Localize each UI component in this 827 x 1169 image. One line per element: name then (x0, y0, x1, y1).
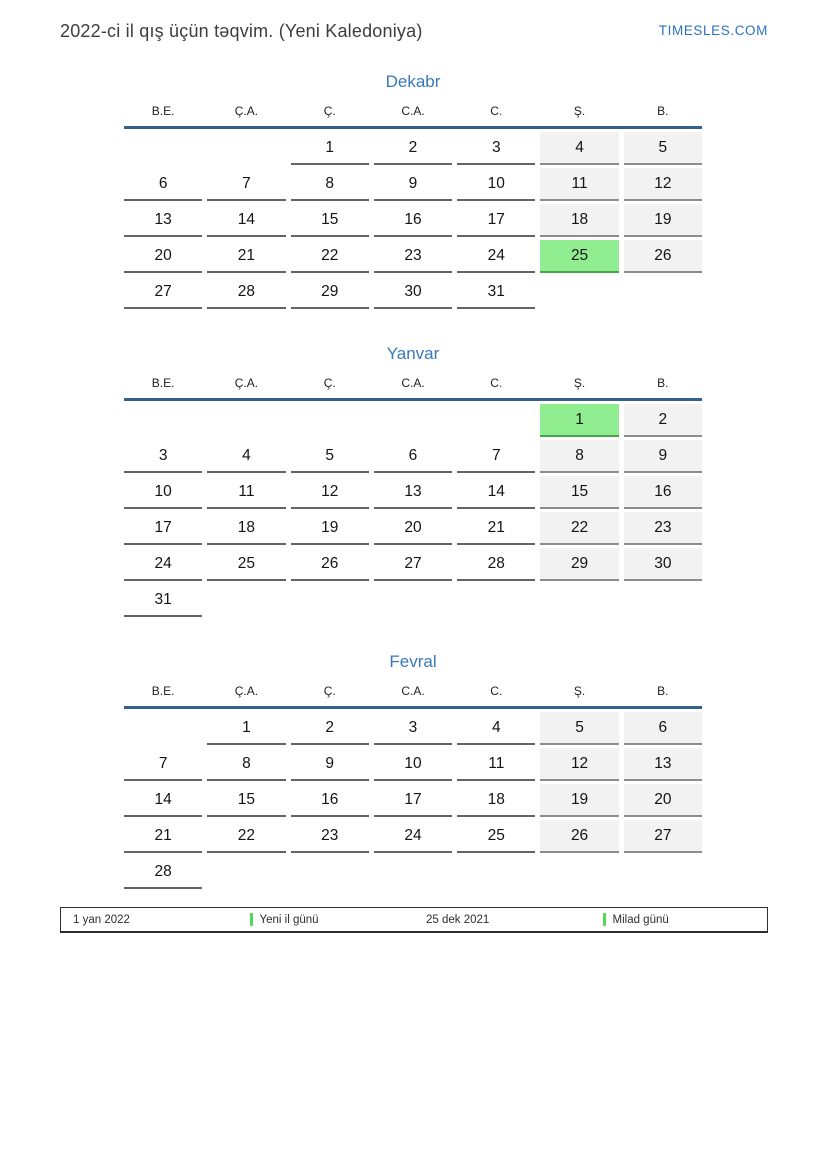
week-row (124, 204, 702, 237)
day-cell: 2 (624, 404, 702, 437)
weekday-header: C. (490, 376, 503, 390)
week-row (124, 476, 702, 509)
day-cell: 4 (207, 440, 285, 473)
week-row (124, 276, 702, 309)
month-dekabr (124, 70, 702, 309)
legend-entry (591, 913, 768, 926)
week-row (124, 712, 702, 745)
day-cell: 16 (291, 784, 369, 817)
header-rule (124, 706, 702, 709)
month-title: Yanvar (386, 344, 440, 363)
day-cell: 16 (374, 204, 452, 237)
empty-cell (374, 584, 452, 615)
day-cell: 5 (291, 440, 369, 473)
day-cell: 10 (124, 476, 202, 509)
day-cell: 31 (457, 276, 535, 309)
weekday-header-row (124, 375, 702, 398)
empty-cell (374, 404, 452, 435)
day-cell: 23 (374, 240, 452, 273)
weekday-header: C.A. (401, 684, 425, 698)
day-cell: 22 (540, 512, 618, 545)
weekday-header: Ç.A. (234, 104, 259, 118)
day-cell: 9 (374, 168, 452, 201)
months-container (124, 70, 702, 889)
week-row (124, 404, 702, 437)
day-cell: 18 (457, 784, 535, 817)
day-cell: 8 (291, 168, 369, 201)
empty-cell (457, 404, 535, 435)
weekday-header: B.E. (151, 376, 175, 390)
page-header (0, 0, 827, 43)
empty-cell (124, 712, 202, 743)
day-cell: 14 (124, 784, 202, 817)
weekday-header-row (124, 103, 702, 126)
empty-cell (207, 584, 285, 615)
weekday-header: Ç.A. (234, 376, 259, 390)
legend-label: Milad günü (612, 913, 669, 926)
day-cell: 30 (624, 548, 702, 581)
day-cell: 22 (207, 820, 285, 853)
day-cell: 21 (457, 512, 535, 545)
weekday-header: B. (657, 376, 669, 390)
weekday-header: C. (490, 684, 503, 698)
empty-cell (124, 132, 202, 163)
day-cell: 6 (624, 712, 702, 745)
day-cell: 12 (540, 748, 618, 781)
day-cell: 7 (457, 440, 535, 473)
month-fevral (124, 650, 702, 889)
day-cell: 17 (124, 512, 202, 545)
empty-cell (291, 584, 369, 615)
day-cell: 29 (540, 548, 618, 581)
week-row (124, 584, 702, 617)
day-cell: 13 (624, 748, 702, 781)
day-cell: 10 (374, 748, 452, 781)
day-cell: 21 (124, 820, 202, 853)
day-cell: 6 (374, 440, 452, 473)
day-cell: 19 (624, 204, 702, 237)
day-cell: 9 (291, 748, 369, 781)
day-cell: 7 (124, 748, 202, 781)
empty-cell (374, 856, 452, 887)
empty-cell (457, 856, 535, 887)
weekday-header: C. (490, 104, 503, 118)
day-cell: 15 (540, 476, 618, 509)
week-row (124, 240, 702, 273)
day-cell: 25 (540, 240, 618, 273)
day-cell: 1 (291, 132, 369, 165)
day-cell: 22 (291, 240, 369, 273)
day-cell: 26 (291, 548, 369, 581)
day-cell: 28 (124, 856, 202, 889)
month-title: Dekabr (385, 72, 441, 91)
week-row (124, 820, 702, 853)
day-cell: 10 (457, 168, 535, 201)
weekday-header: Ç. (323, 104, 336, 118)
day-cell: 28 (207, 276, 285, 309)
weekday-header: B. (657, 684, 669, 698)
day-cell: 14 (207, 204, 285, 237)
empty-cell (207, 856, 285, 887)
weekday-header: Ş. (573, 684, 586, 698)
day-cell: 25 (207, 548, 285, 581)
day-cell: 2 (374, 132, 452, 165)
empty-cell (624, 856, 702, 887)
day-cell: 5 (540, 712, 618, 745)
empty-cell (207, 404, 285, 435)
day-cell: 17 (374, 784, 452, 817)
day-cell: 17 (457, 204, 535, 237)
day-cell: 1 (540, 404, 618, 437)
day-cell: 11 (207, 476, 285, 509)
day-cell: 12 (624, 168, 702, 201)
day-cell: 19 (540, 784, 618, 817)
day-cell: 8 (207, 748, 285, 781)
weekday-header: B. (657, 104, 669, 118)
day-cell: 5 (624, 132, 702, 165)
day-cell: 16 (624, 476, 702, 509)
weekday-header: Ş. (573, 104, 586, 118)
day-cell: 13 (374, 476, 452, 509)
weekday-header: Ç. (323, 684, 336, 698)
weekday-header: B.E. (151, 104, 175, 118)
day-cell: 21 (207, 240, 285, 273)
legend-marker-icon (250, 913, 253, 926)
week-row (124, 132, 702, 165)
header-rule (124, 398, 702, 401)
day-cell: 27 (374, 548, 452, 581)
day-cell: 2 (291, 712, 369, 745)
weekday-header-row (124, 683, 702, 706)
day-cell: 3 (457, 132, 535, 165)
day-cell: 13 (124, 204, 202, 237)
empty-cell (540, 276, 618, 307)
month-yanvar (124, 342, 702, 617)
day-cell: 4 (457, 712, 535, 745)
day-cell: 3 (374, 712, 452, 745)
day-cell: 6 (124, 168, 202, 201)
day-cell: 26 (624, 240, 702, 273)
brand-link[interactable]: TIMESLES.COM (658, 23, 768, 38)
legend-label: Yeni il günü (259, 913, 319, 926)
legend-date: 25 dek 2021 (426, 913, 490, 926)
day-cell: 20 (124, 240, 202, 273)
week-row (124, 512, 702, 545)
day-cell: 23 (624, 512, 702, 545)
day-cell: 29 (291, 276, 369, 309)
week-row (124, 168, 702, 201)
empty-cell (624, 276, 702, 307)
empty-cell (207, 132, 285, 163)
day-cell: 25 (457, 820, 535, 853)
day-cell: 30 (374, 276, 452, 309)
month-title: Fevral (389, 652, 437, 671)
day-cell: 18 (540, 204, 618, 237)
day-cell: 27 (124, 276, 202, 309)
day-cell: 15 (207, 784, 285, 817)
legend-date: 1 yan 2022 (73, 913, 130, 926)
day-cell: 24 (374, 820, 452, 853)
week-row (124, 856, 702, 889)
day-cell: 14 (457, 476, 535, 509)
day-cell: 24 (457, 240, 535, 273)
empty-cell (291, 856, 369, 887)
header-rule (124, 126, 702, 129)
day-cell: 31 (124, 584, 202, 617)
day-cell: 1 (207, 712, 285, 745)
empty-cell (624, 584, 702, 615)
day-cell: 23 (291, 820, 369, 853)
day-cell: 11 (457, 748, 535, 781)
weekday-header: C.A. (401, 104, 425, 118)
day-cell: 20 (624, 784, 702, 817)
legend-box (60, 907, 768, 933)
empty-cell (124, 404, 202, 435)
weekday-header: Ç. (323, 376, 336, 390)
day-cell: 3 (124, 440, 202, 473)
week-row (124, 748, 702, 781)
day-cell: 12 (291, 476, 369, 509)
empty-cell (540, 584, 618, 615)
day-cell: 9 (624, 440, 702, 473)
day-cell: 8 (540, 440, 618, 473)
day-cell: 28 (457, 548, 535, 581)
day-cell: 7 (207, 168, 285, 201)
weekday-header: Ş. (573, 376, 586, 390)
day-cell: 11 (540, 168, 618, 201)
weekday-header: Ç.A. (234, 684, 259, 698)
week-row (124, 548, 702, 581)
day-cell: 18 (207, 512, 285, 545)
day-cell: 20 (374, 512, 452, 545)
week-row (124, 784, 702, 817)
day-cell: 27 (624, 820, 702, 853)
day-cell: 26 (540, 820, 618, 853)
day-cell: 24 (124, 548, 202, 581)
empty-cell (291, 404, 369, 435)
weekday-header: C.A. (401, 376, 425, 390)
legend-marker-icon (603, 913, 606, 926)
weekday-header: B.E. (151, 684, 175, 698)
legend-entry (238, 913, 415, 926)
day-cell: 4 (540, 132, 618, 165)
day-cell: 19 (291, 512, 369, 545)
empty-cell (457, 584, 535, 615)
empty-cell (540, 856, 618, 887)
page-title: 2022-ci il qış üçün təqvim. (Yeni Kaledoniya) (60, 21, 423, 41)
week-row (124, 440, 702, 473)
day-cell: 15 (291, 204, 369, 237)
